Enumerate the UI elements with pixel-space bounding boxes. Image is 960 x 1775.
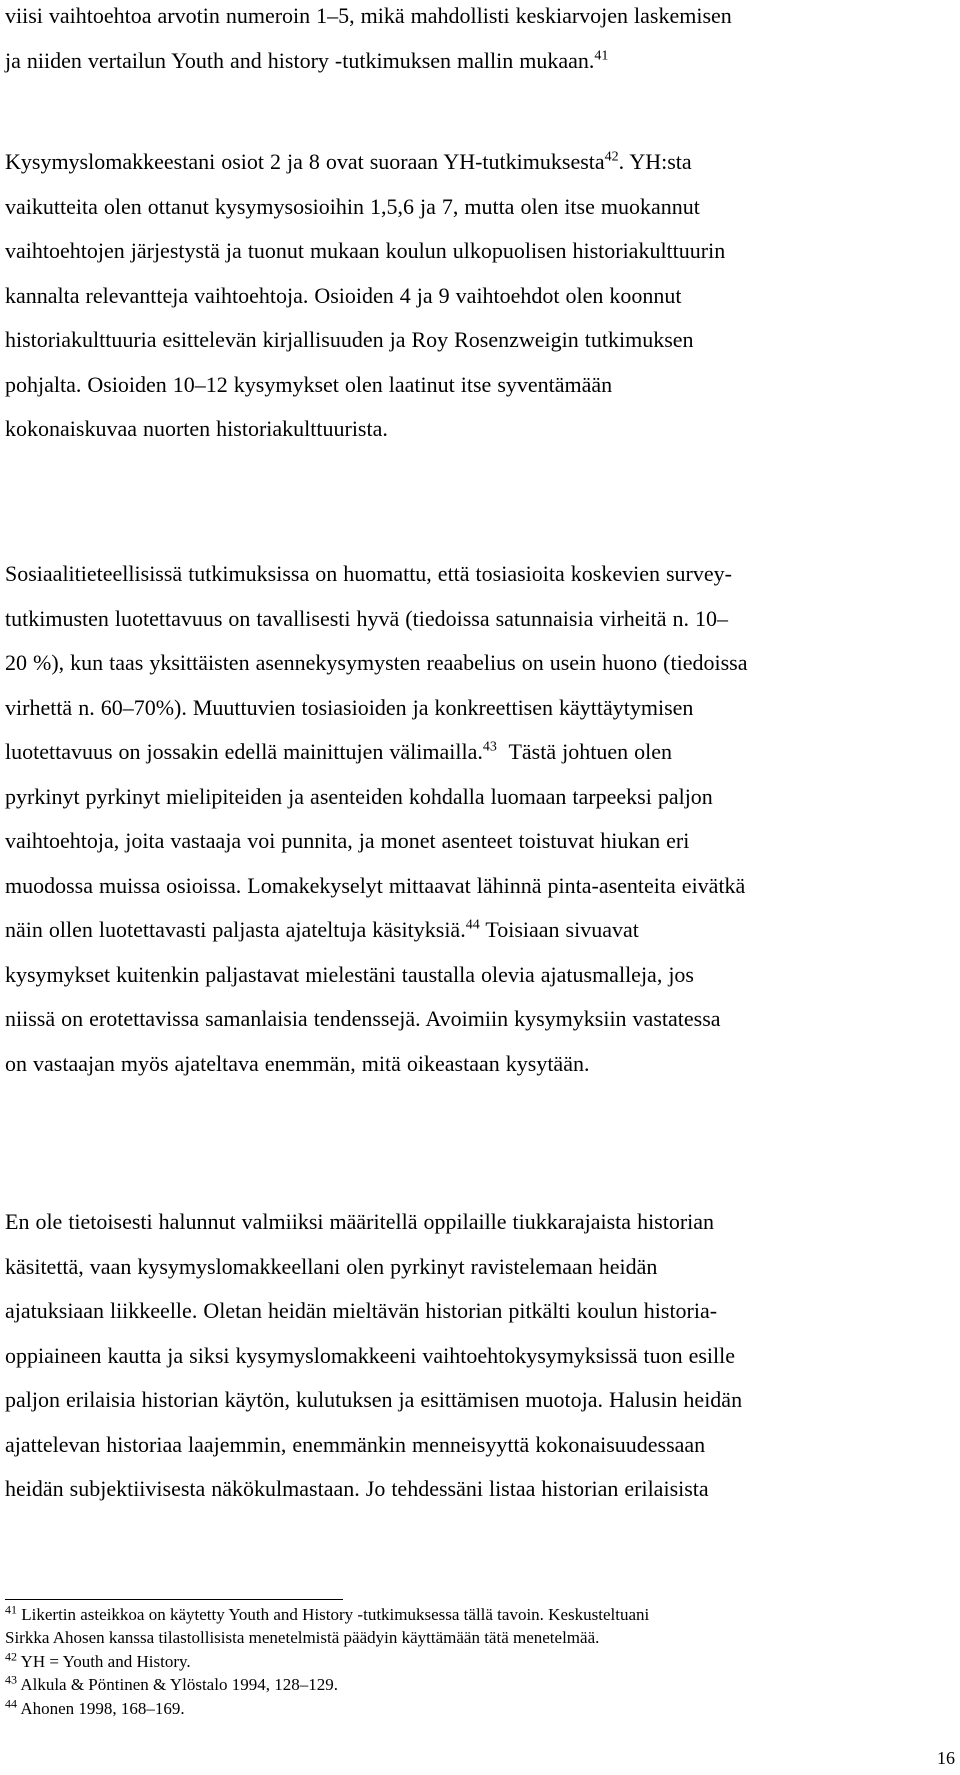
text-line: vaihtoehtojen järjestystä ja tuonut mukaan koulun ulkopuolisen historiakulttuurin: [5, 238, 726, 263]
footnote-44: [5, 1697, 930, 1720]
footnote-ref-43[interactable]: 43: [482, 739, 497, 755]
text-line: käsitettä, vaan kysymyslomakkeellani olen pyrkinyt ravistelemaan heidän: [5, 1253, 658, 1279]
text-segment: Tästä johtuen olen: [508, 739, 672, 764]
text-line: niissä on erotettavissa samanlaisia tendenssejä. Avoimiin kysymyksiin vastatessa: [5, 1006, 721, 1031]
footnote-41-continued: [5, 1626, 930, 1649]
text-segment: luotettavuus on jossakin edellä mainittujen välimailla.: [5, 739, 483, 764]
text-line: kannalta relevantteja vaihtoehtoja. Osioiden 4 ja 9 vaihtoehdot olen koonnut: [5, 282, 682, 308]
text-line: paljon erilaisia historian käytön, kulutuksen ja esittämisen muotoja. Halusin heidän: [5, 1387, 743, 1412]
footnote-separator: [5, 1599, 343, 1600]
text-line: virhettä n. 60–70%). Muuttuvien tosiasioiden ja konkreettisen käyttäytymisen: [5, 694, 694, 720]
text-segment: näin ollen luotettavasti paljasta ajateltuja käsityksiä.: [5, 917, 466, 942]
footnote-43: [5, 1673, 930, 1696]
body-paragraph-3: [5, 552, 930, 1086]
text-line: oppiaineen kautta ja siksi kysymyslomakkeeni vaihtoehtokysymyksissä tuon esille: [5, 1342, 736, 1368]
footnote-ref-44[interactable]: 44: [465, 917, 480, 933]
text-line: kokonaiskuvaa nuorten historiakulttuurista.: [5, 416, 388, 441]
text-line: historiakulttuuria esittelevän kirjallisuuden ja Roy Rosenzweigin tutkimuksen: [5, 327, 694, 352]
body-paragraph-4: [5, 1200, 930, 1512]
text-segment: . YH:sta: [618, 149, 692, 174]
text-line: viisi vaihtoehtoa arvotin numeroin 1–5, mikä mahdollisti keskiarvojen laskemisen: [5, 3, 732, 28]
footnotes: [5, 1603, 930, 1720]
text-line: muodossa muissa osioissa. Lomakekyselyt mittaavat lähinnä pinta-asenteita eivätkä: [5, 872, 746, 898]
text-line: 20 %), kun taas yksittäisten asennekysymysten reaabelius on usein huono (tiedoissa: [5, 650, 748, 675]
text-line: En ole tietoisesti halunnut valmiiksi määritellä oppilaille tiukkarajaista historian: [5, 1209, 715, 1234]
footnote-42: [5, 1650, 930, 1673]
text-line: on vastaajan myös ajateltava enemmän, mitä oikeastaan kysytään.: [5, 1050, 590, 1076]
footnote-text: Sirkka Ahosen kanssa tilastollisista menetelmistä päädyin käyttämään tätä menetelmää.: [5, 1628, 600, 1648]
text-line: [5, 908, 930, 953]
text-line: heidän subjektiivisesta näkökulmastaan. Jo tehdessäni listaa historian erilaisista: [5, 1476, 709, 1501]
body-paragraph-1: [5, 0, 930, 83]
footnote-number: 41: [5, 1602, 17, 1617]
footnote-text: YH = Youth and History.: [20, 1651, 191, 1671]
text-line: ajatuksiaan liikkeelle. Oletan heidän mieltävän historian pitkälti koulun historia-: [5, 1298, 718, 1323]
text-line: ajattelevan historiaa laajemmin, enemmänkin menneisyyttä kokonaisuudessaan: [5, 1431, 706, 1457]
footnote-text: Ahonen 1998, 168–169.: [20, 1698, 185, 1718]
footnote-ref-41[interactable]: 41: [594, 47, 609, 63]
text-segment: Kysymyslomakkeestani osiot 2 ja 8 ovat suoraan YH-tutkimuksesta: [5, 149, 605, 174]
footnote-number: 43: [5, 1672, 17, 1687]
footnote-text: Likertin asteikkoa on käytetty Youth and History -tutkimuksessa tällä tavoin. Keskusteltuani: [21, 1605, 650, 1624]
footnote-number: 42: [5, 1649, 17, 1664]
text-segment: Toisiaan sivuavat: [485, 917, 639, 942]
text-line: pohjalta. Osioiden 10–12 kysymykset olen laatinut itse syventämään: [5, 371, 613, 397]
text-line: [5, 140, 930, 185]
text-line: kysymykset kuitenkin paljastavat mielestäni taustalla olevia ajatusmalleja, jos: [5, 961, 694, 987]
text-line: vaikutteita olen ottanut kysymysosioihin 1,5,6 ja 7, mutta olen itse muokannut: [5, 193, 700, 219]
body-paragraph-2: [5, 140, 930, 452]
text-line: [5, 39, 930, 84]
footnote-41: [5, 1603, 930, 1626]
text-segment: ja niiden vertailun Youth and history -tutkimuksen mallin mukaan.: [5, 47, 595, 73]
text-line: [5, 730, 930, 775]
text-line: pyrkinyt pyrkinyt mielipiteiden ja asenteiden kohdalla luomaan tarpeeksi paljon: [5, 783, 713, 809]
footnote-text: Alkula & Pöntinen & Ylöstalo 1994, 128–129.: [20, 1675, 338, 1695]
page-number: 16: [937, 1748, 955, 1768]
text-line: vaihtoehtoja, joita vastaaja voi punnita, ja monet asenteet toistuvat hiukan eri: [5, 828, 690, 853]
footnote-number: 44: [5, 1696, 17, 1711]
text-line: tutkimusten luotettavuus on tavallisesti hyvä (tiedoissa satunnaisia virheitä n. 10–: [5, 605, 729, 631]
text-line: Sosiaalitieteellisissä tutkimuksissa on huomattu, että tosiasioita koskevien survey-: [5, 561, 732, 586]
footnote-ref-42[interactable]: 42: [604, 149, 619, 165]
